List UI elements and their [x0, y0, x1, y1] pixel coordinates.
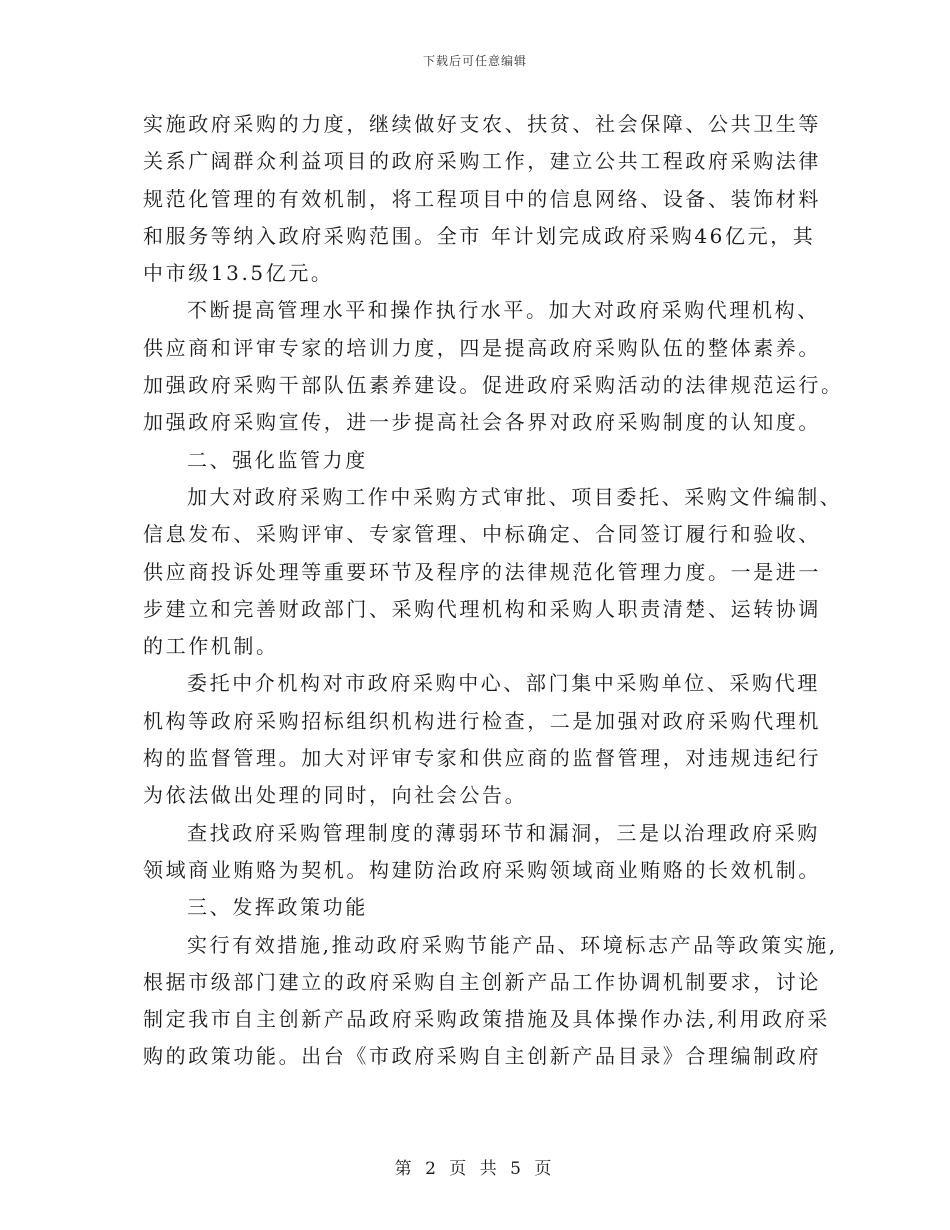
- paragraph-first-line: 实行有效措施,推动政府采购节能产品、环境标志产品等政策实施,: [187, 932, 838, 957]
- text-line: 加强政府采购干部队伍素养建设。促进政府采购活动的法律规范运行。: [143, 373, 844, 398]
- text-line: 加强政府采购宣传，进一步提高社会各界对政府采购制度的认知度。: [143, 410, 821, 435]
- text-line: 和服务等纳入政府采购范围。全市 年计划完成政府采购46亿元，其: [143, 223, 816, 248]
- paragraph-first-line: 加大对政府采购工作中采购方式审批、项目委托、采购文件编制、: [187, 484, 843, 509]
- text-line: 规范化管理的有效机制，将工程项目中的信息网络、设备、装饰材料: [143, 186, 821, 211]
- paragraph-first-line: 委托中介机构对市政府采购中心、部门集中采购单位、采购代理: [187, 671, 820, 696]
- text-line: 根据市级部门建立的政府采购自主创新产品工作协调机制要求，讨论: [143, 969, 821, 994]
- text-line: 的工作机制。: [143, 634, 279, 659]
- text-line: 步建立和完善财政部门、采购代理机构和采购人职责清楚、运转协调: [143, 596, 821, 621]
- paragraph-first-line: 二、强化监管力度: [187, 447, 368, 472]
- text-line: 制定我市自主创新产品政府采购政策措施及具体操作办法,利用政府采: [143, 1007, 830, 1032]
- header-note: 下载后可任意编辑: [422, 54, 527, 68]
- text-line: 领域商业贿赂为契机。构建防治政府采购领域商业贿赂的长效机制。: [143, 857, 821, 882]
- text-line: 供应商投诉处理等重要环节及程序的法律规范化管理力度。一是进一: [143, 559, 821, 584]
- text-line: 实施政府采购的力度，继续做好支农、扶贫、社会保障、公共卫生等: [143, 112, 821, 136]
- text-line: 关系广阔群众利益项目的政府采购工作，建立公共工程政府采购法律: [143, 149, 821, 174]
- text-line: 构的监督管理。加大对评审专家和供应商的监督管理，对违规违纪行: [143, 746, 821, 771]
- text-line: 供应商和评审专家的培训力度，四是提高政府采购队伍的整体素养。: [143, 335, 821, 360]
- page-number: 第 2 页 共 5 页: [394, 1159, 556, 1179]
- paragraph-first-line: 查找政府采购管理制度的薄弱环节和漏洞，三是以治理政府采购: [187, 820, 820, 845]
- text-line: 中市级13.5亿元。: [143, 261, 334, 286]
- text-line: 机构等政府采购招标组织机构进行检查，二是加强对政府采购代理机: [143, 708, 821, 733]
- text-line: 为依法做出处理的同时，向社会公告。: [143, 783, 528, 808]
- text-line: 信息发布、采购评审、专家管理、中标确定、合同签订履行和验收、: [143, 522, 821, 547]
- paragraph-first-line: 三、发挥政策功能: [187, 895, 368, 920]
- paragraph-first-line: 不断提高管理水平和操作执行水平。加大对政府采购代理机构、: [187, 298, 820, 323]
- body-text: [143, 106, 844, 1076]
- text-line: 购的政策功能。出台《市政府采购自主创新产品目录》合理编制政府: [143, 1044, 821, 1069]
